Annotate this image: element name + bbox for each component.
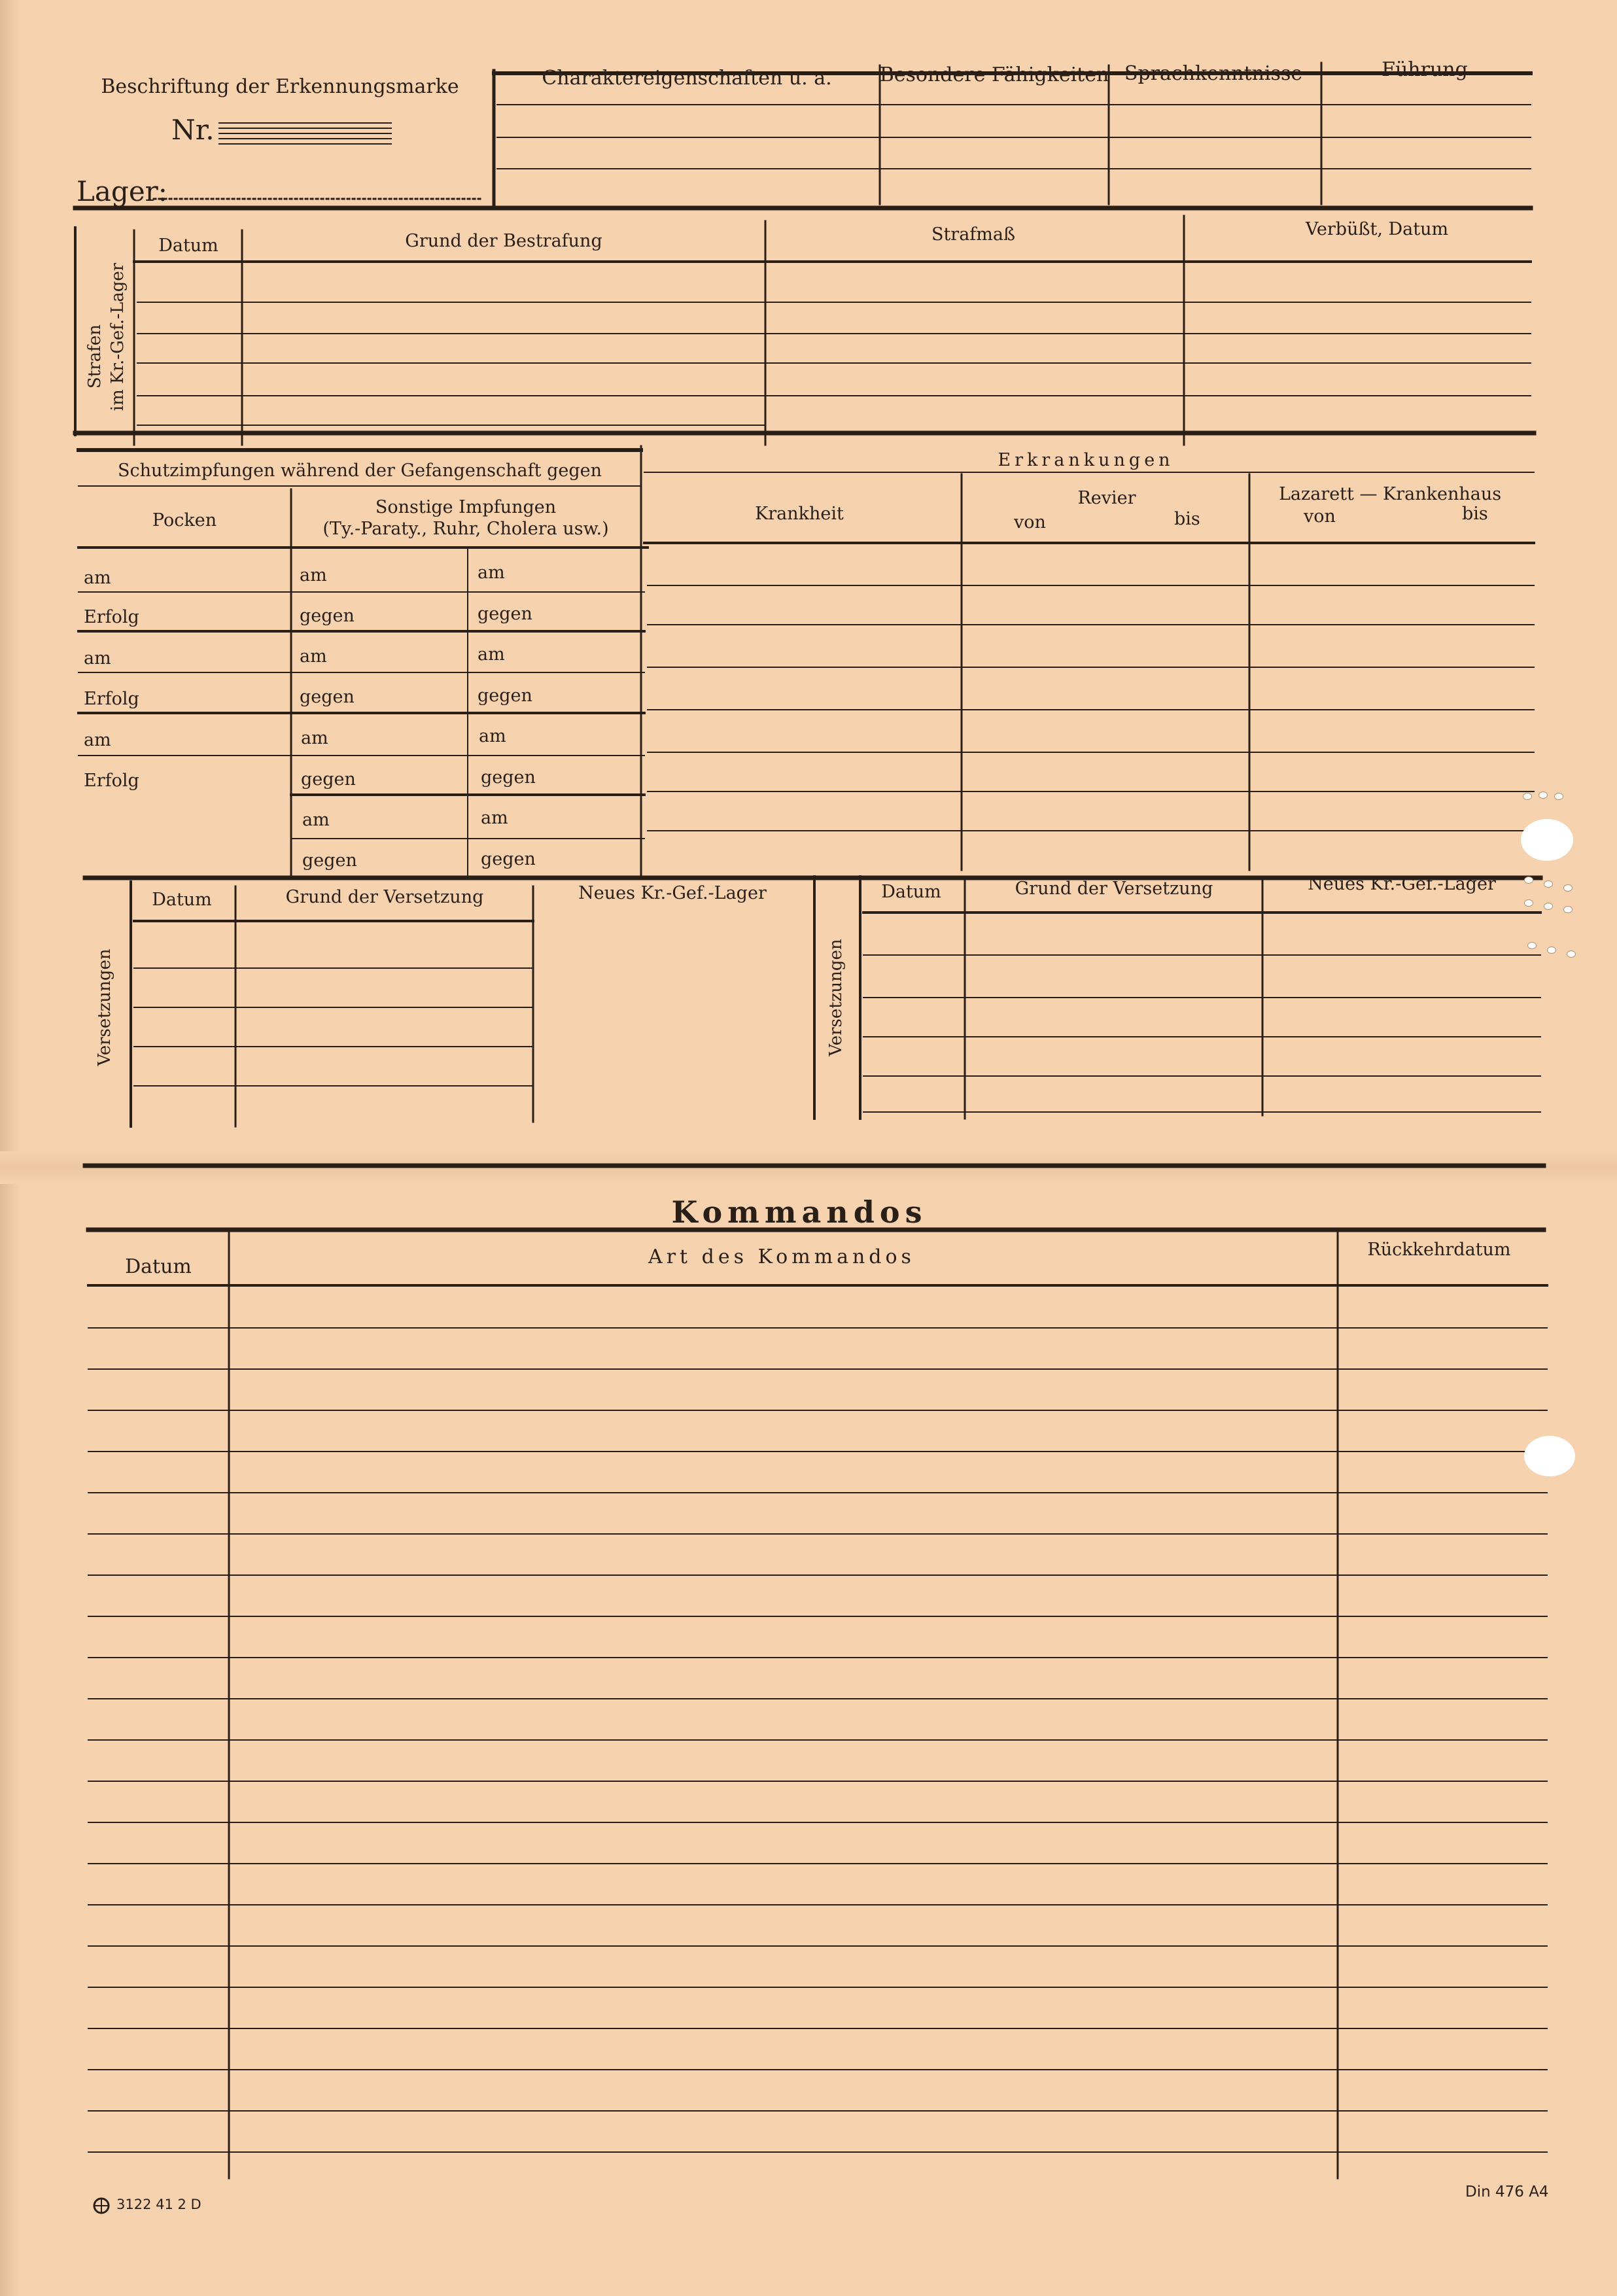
pocken-am-1: am <box>84 568 111 588</box>
sonstige-gegen: gegen <box>478 686 532 706</box>
sonstige-am: am <box>300 646 327 667</box>
din-format: Din 476 A4 <box>1465 2183 1549 2200</box>
sonstige-am: am <box>478 563 505 583</box>
sonstige-am: am <box>300 565 327 585</box>
sonstige-gegen: gegen <box>301 769 356 790</box>
perforation-dot <box>1563 884 1573 892</box>
perforation-dot <box>1554 793 1563 800</box>
perforation-dot <box>1524 877 1533 884</box>
perforation-dot <box>1563 906 1573 913</box>
versetzungen-left-col-datum: Datum <box>152 890 212 910</box>
revier-bis: bis <box>1174 509 1200 529</box>
sonstige-am: am <box>479 726 506 746</box>
punch-hole-upper <box>1521 819 1573 861</box>
kommandos-col-rueckkehrdatum: Rückkehrdatum <box>1367 1240 1511 1260</box>
col-sprachkenntnisse: Sprachkenntnisse <box>1124 62 1303 85</box>
versetzungen-side-label-right: Versetzungen <box>826 939 846 1056</box>
lager-label: Lager: <box>77 175 167 207</box>
perforation-dot <box>1547 947 1556 954</box>
kommandos-col-datum: Datum <box>125 1255 192 1278</box>
pocken-erfolg-3: Erfolg <box>84 771 139 791</box>
kommandos-col-art: Art des Kommandos <box>648 1245 915 1268</box>
erkennungsmarke-title: Beschriftung der Erkennungsmarke <box>101 75 459 98</box>
erkrankungen-col-revier: Revier <box>1077 488 1136 508</box>
pocken-am-3: am <box>84 730 111 750</box>
erkrankungen-title: Erkrankungen <box>998 450 1174 470</box>
impfungen-title: Schutzimpfungen während der Gefangenschaft gegen <box>118 461 602 481</box>
perforation-dot <box>1527 942 1537 949</box>
sonstige-gegen: gegen <box>300 687 355 707</box>
kommandos-title: Kommandos <box>671 1194 928 1230</box>
versetzungen-right-col-lager: Neues Kr.-Gef.-Lager <box>1308 874 1496 894</box>
perforation-dot <box>1524 899 1533 907</box>
impfungen-col-sonstige-note: (Ty.-Paraty., Ruhr, Cholera usw.) <box>322 519 609 539</box>
strafen-side-label-2: im Kr.-Gef.-Lager <box>108 262 128 411</box>
sonstige-am: am <box>478 644 505 665</box>
punch-hole-lower <box>1524 1436 1575 1476</box>
sonstige-am: am <box>301 728 328 748</box>
versetzungen-left-col-lager: Neues Kr.-Gef.-Lager <box>578 883 767 903</box>
lazarett-bis: bis <box>1462 504 1488 524</box>
pocken-am-2: am <box>84 648 111 669</box>
sonstige-gegen: gegen <box>302 850 357 871</box>
impfungen-col-pocken: Pocken <box>152 510 217 531</box>
perforation-dot <box>1544 903 1553 910</box>
strafen-col-datum: Datum <box>158 235 218 256</box>
lazarett-von: von <box>1304 506 1336 527</box>
perforation-dot <box>1523 793 1532 800</box>
revier-von: von <box>1014 512 1046 532</box>
print-code: 3122 41 2 D <box>116 2197 201 2212</box>
sonstige-gegen: gegen <box>481 849 536 869</box>
versetzungen-left-col-grund: Grund der Versetzung <box>285 887 484 907</box>
col-charaktereigenschaften: Charaktereigenschaften u. a. <box>542 67 832 90</box>
perforation-dot <box>1539 791 1548 799</box>
versetzungen-right-col-grund: Grund der Versetzung <box>1015 878 1213 899</box>
sonstige-am: am <box>302 810 330 830</box>
strafen-side-label-1: Strafen <box>85 324 105 389</box>
nr-label: Nr. <box>171 114 215 146</box>
col-besondere-faehigkeiten: Besondere Fähigkeiten <box>879 63 1109 86</box>
col-fuehrung: Führung <box>1382 58 1468 81</box>
strafen-col-verbuesst: Verbüßt, Datum <box>1305 219 1449 239</box>
sonstige-am: am <box>481 808 508 828</box>
impfungen-col-sonstige: Sonstige Impfungen <box>375 497 557 517</box>
sonstige-gegen: gegen <box>478 604 532 624</box>
strafen-col-strafmass: Strafmaß <box>931 224 1016 245</box>
pocken-erfolg-1: Erfolg <box>84 607 139 627</box>
erkrankungen-col-krankheit: Krankheit <box>755 504 844 524</box>
erkrankungen-col-lazarett: Lazarett — Krankenhaus <box>1278 484 1502 504</box>
pocken-erfolg-2: Erfolg <box>84 689 139 709</box>
perforation-dot <box>1567 950 1576 958</box>
sonstige-gegen: gegen <box>300 606 355 626</box>
sonstige-gegen: gegen <box>481 767 536 788</box>
perforation-dot <box>1544 880 1553 888</box>
strafen-col-grund: Grund der Bestrafung <box>405 231 602 251</box>
versetzungen-side-label-left: Versetzungen <box>95 948 114 1066</box>
versetzungen-right-col-datum: Datum <box>881 882 941 902</box>
